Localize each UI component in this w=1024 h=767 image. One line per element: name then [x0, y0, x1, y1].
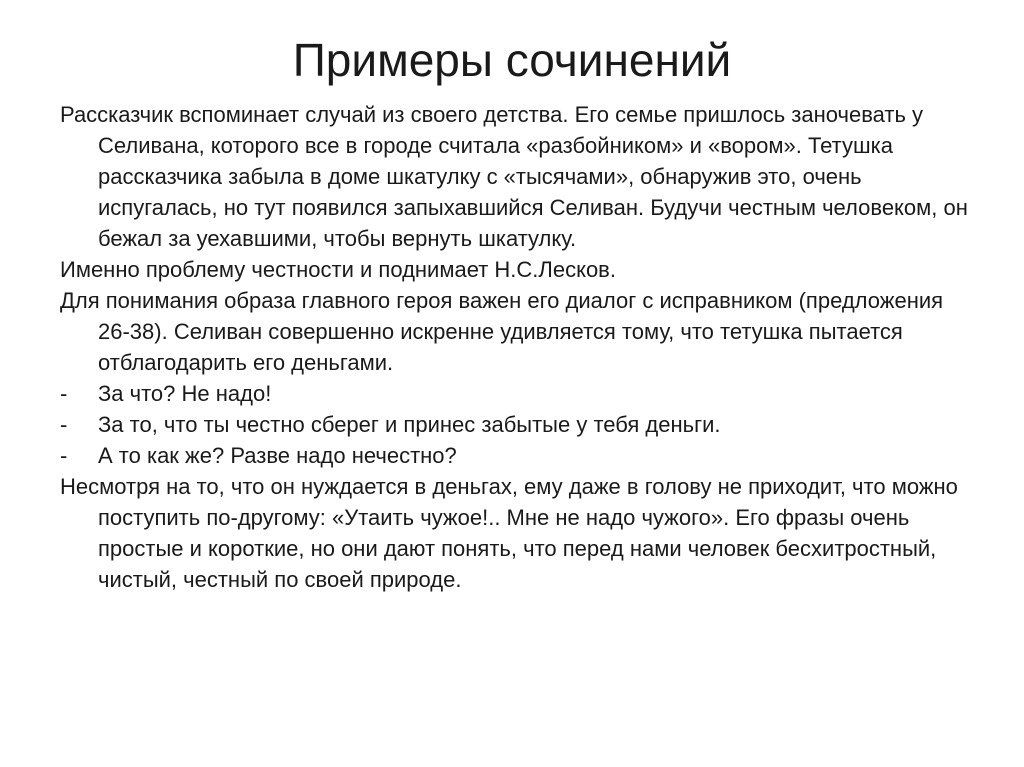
slide-title: Примеры сочинений — [292, 34, 732, 86]
slide-body — [60, 99, 980, 595]
dialog-dash: - — [60, 381, 68, 406]
paragraph-story: Рассказчик вспоминает случай из своего детства. Его семье пришлось заночевать у Селивана, которого все в городе считала «разбойником» и «вором». Тетушка рассказчика забыла в доме шкатулку с «тысячами», обнаружив это, очень испугалась, но тут появился запыхавшийся Селиван. Будучи честным человеком, он бежал за уехавшими, чтобы вернуть шкатулку. — [60, 102, 968, 251]
paragraph-conclusion: Несмотря на то, что он нуждается в деньгах, ему даже в голову не приходит, что можно поступить по-другому: «Утаить чужое!.. Мне не надо чужого». Его фразы очень простые и короткие, но они дают понять, что перед нами человек бесхитростный, чистый, честный по своей природе. — [60, 474, 958, 592]
paragraph-problem: Именно проблему честности и поднимает Н.С.Лесков. — [60, 257, 616, 282]
dialog-dash: - — [60, 412, 68, 437]
dialog-line — [60, 440, 980, 471]
dialog-line-text: А то как же? Разве надо нечестно? — [98, 443, 457, 468]
dialog-line-text: За то, что ты честно сберег и принес забытые у тебя деньги. — [98, 412, 721, 437]
paragraph-dialog-intro: Для понимания образа главного героя важен его диалог с исправником (предложения 26-38). Селиван совершенно искренне удивляется тому, что тетушка пытается отблагодарить его деньгами. — [60, 288, 944, 375]
dialog-line — [60, 409, 980, 440]
dialog-line-text: За что? Не надо! — [98, 381, 272, 406]
dialog-line — [60, 378, 980, 409]
dialog-dash: - — [60, 443, 68, 468]
